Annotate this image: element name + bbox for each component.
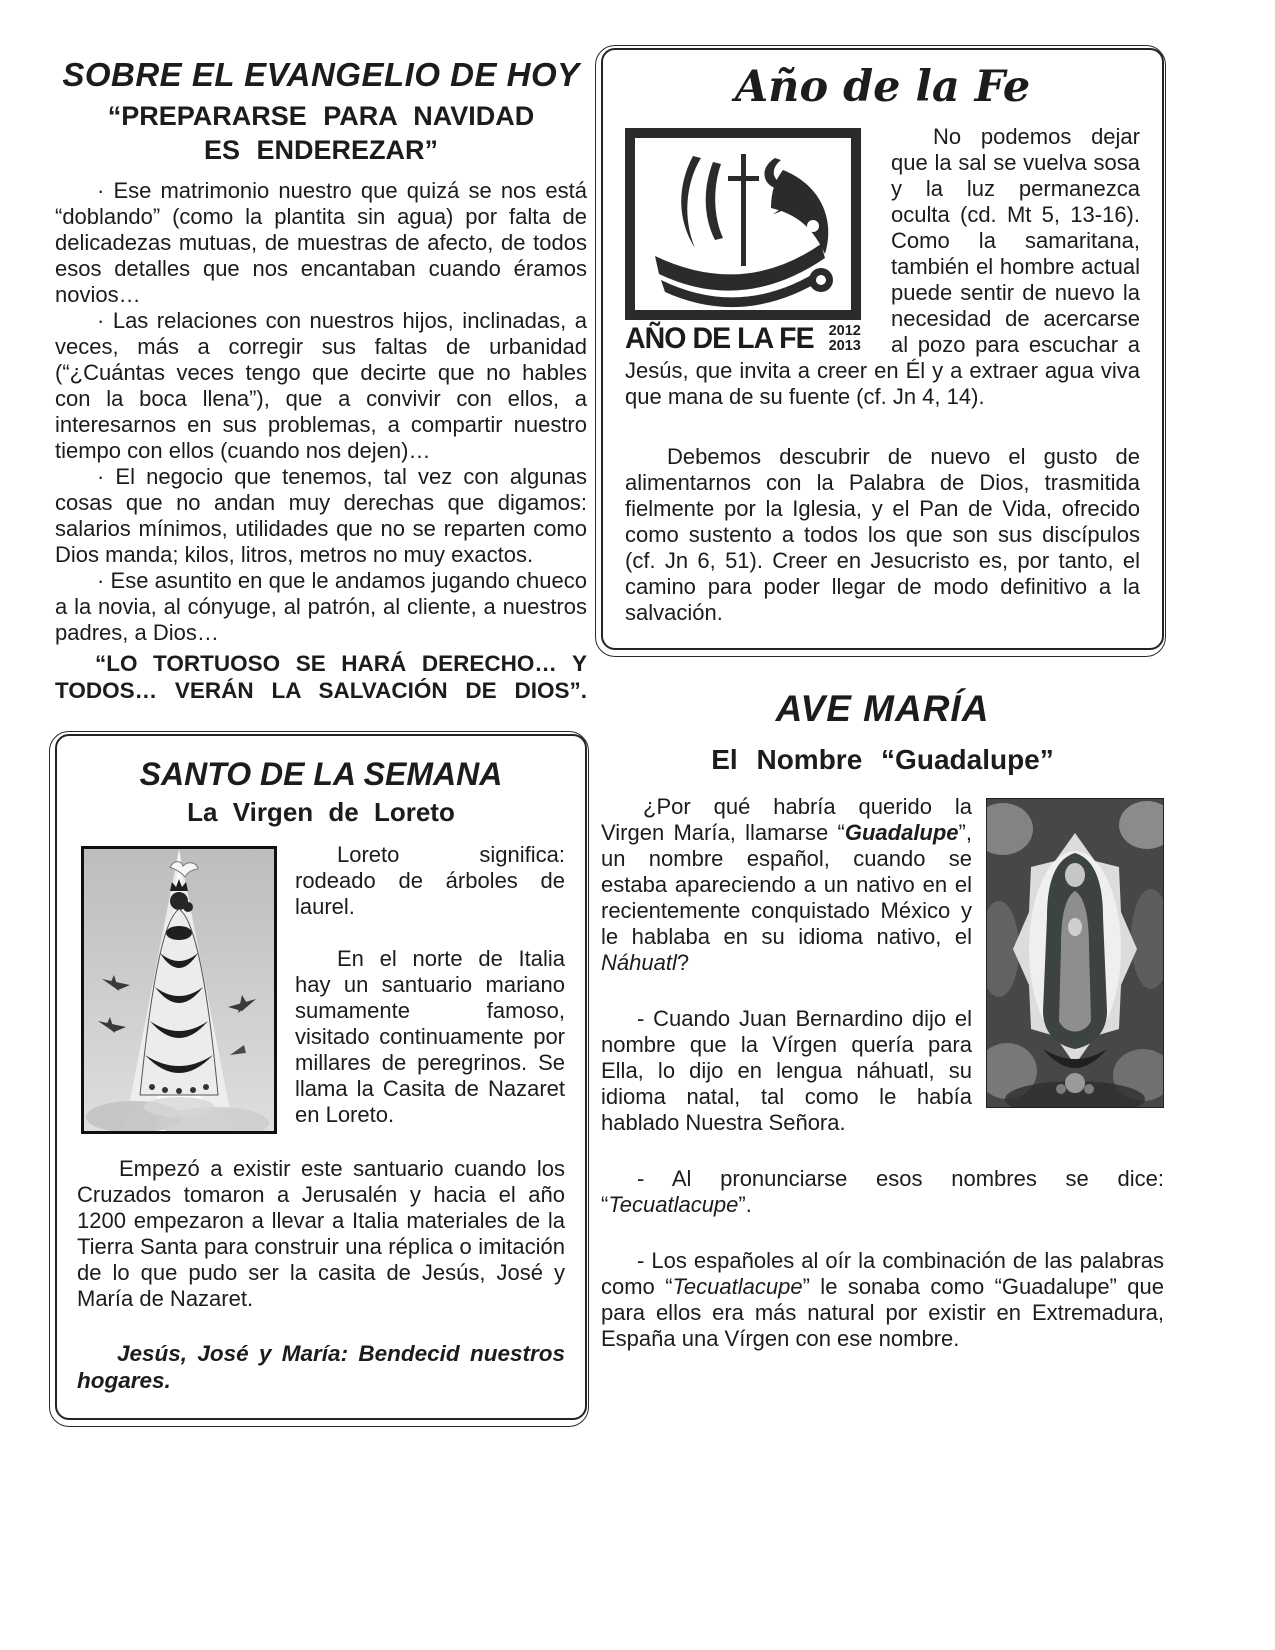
ave-text: ¿Por qué habría querido la Virgen María, llamarse “: [601, 794, 972, 845]
ano-de-la-fe-logo: [625, 128, 877, 354]
ave-paragraph: - Cuando Juan Bernardino dijo el nombre que la Vírgen quería para Ella, lo dijo en lengua náhuatl, su idioma natal, tal como le había hablado Nuestra Señora.: [601, 1006, 972, 1135]
santo-title: SANTO DE LA SEMANA: [139, 755, 503, 792]
gospel-paragraph: · El negocio que tenemos, tal vez con algunas cosas que no andan muy derechas que digamos: salarios mínimos, utilidades que no se reparten como Dios manda; kilos, litros, metros no muy exactos.: [55, 463, 587, 567]
left-column: [55, 56, 587, 1420]
gospel-closing-quote: “LO TORTUOSO SE HARÁ DERECHO… Y TODOS… VERÁN LA SALVACIÓN DE DIOS”.: [55, 650, 587, 703]
fe-paragraph: No podemos dejar que la sal se vuelva sosa y la luz permanezca oculta (cd. Mt 5, 13-16). Como la samaritana, también el hombre actual puede sentir de nuevo la necesidad de acercarse al pozo para escuchar a Jesús, que invita a creer en Él y a extraer agua viva que mana de su fuente (cf. Jn 4, 14).: [625, 124, 1140, 409]
fe-logo-years: [829, 324, 861, 354]
virgen-de-loreto-image: [81, 846, 277, 1134]
ave-tecuatlacupe-word: Tecuatlacupe: [608, 1192, 739, 1217]
gospel-section: [55, 56, 587, 704]
santo-blessing: Jesús, José y María: Bendecid nuestros hogares.: [77, 1340, 565, 1393]
virgen-de-loreto-illustration: [84, 849, 274, 1131]
gospel-paragraph: · Ese matrimonio nuestro que quizá se nos está “doblando” (como la plantita sin agua) por falta de delicadezas mutuas, de muestras de afecto, de todos esos detalles que nos encantaban cuando éramos novios…: [55, 177, 587, 307]
ave-guadalupe-word: Guadalupe: [844, 820, 959, 845]
ave-maria-section: [601, 688, 1164, 1352]
santo-paragraph: En el norte de Italia hay un santuario mariano sumamente famoso, visitado continuamente por millares de peregrinos. Se llama la Casita de Nazaret en Loreto.: [295, 945, 565, 1127]
ave-text: ?: [676, 950, 690, 975]
santo-de-la-semana-box: [55, 734, 587, 1420]
fe-logo-caption-row: [625, 324, 877, 354]
ano-de-la-fe-box: [601, 48, 1164, 650]
ave-maria-title: AVE MARÍA: [775, 688, 990, 729]
virgen-de-guadalupe-image: [986, 798, 1164, 1108]
santo-subtitle: La Virgen de Loreto: [187, 796, 455, 827]
fe-paragraph: Debemos descubrir de nuevo el gusto de alimentarnos con la Palabra de Dios, trasmitida fielmente por la Iglesia, y el Pan de Vida, ofrecido como sustento a todos los que son sus discípulos (cf. Jn 6, 51). Creer en Jesucristo es, por tanto, el camino para poder llegar de modo definitivo a la salvación.: [625, 444, 1140, 625]
ave-text: ”.: [738, 1192, 752, 1217]
right-column: [601, 48, 1164, 1352]
fe-title: Año de la Fe: [734, 62, 1031, 112]
ave-text: ”, un nombre español, cuando se estaba apareciendo a un nativo en el recientemente conquistado México y le hablaba en su idioma nativo, el: [601, 820, 972, 949]
fe-logo-caption: AÑO DE LA FE: [625, 322, 814, 355]
gospel-title: SOBRE EL EVANGELIO DE HOY: [62, 56, 580, 93]
fe-logo-year: 2012: [828, 323, 861, 339]
ave-paragraph: [601, 1248, 1164, 1352]
gospel-paragraph: · Las relaciones con nuestros hijos, inclinadas, a veces, más a corregir sus faltas de urbanidad (“¿Cuántas veces tengo que decirte que no hables con la boca llena”), que a convivir con ellos, a interesarnos en sus problemas, a compartir nuestro tiempo con ellos (cuando nos dejen)…: [55, 307, 587, 463]
gospel-subtitle: “PREPARARSE PARA NAVIDAD ES ENDEREZAR”: [107, 101, 535, 165]
ave-tecuatlacupe-word: Tecuatlacupe: [672, 1274, 803, 1299]
gospel-paragraph: · Ese asuntito en que le andamos jugando chueco a la novia, al cónyuge, al patrón, al cliente, a nuestros padres, a Dios…: [55, 567, 587, 645]
santo-paragraph: Loreto significa: rodeado de árboles de laurel.: [295, 841, 565, 919]
ave-text: - Los españoles al oír la combinación de las palabras como “: [601, 1248, 1164, 1299]
year-of-faith-boat-logo: [625, 128, 861, 320]
santo-paragraph: Empezó a existir este santuario cuando los Cruzados tomaron a Jerusalén y hacia el año 1200 empezaron a llevar a Italia materiales de la Tierra Santa para construir una réplica o imitación de lo que pudo ser la casita de Jesús, José y María de Nazaret.: [77, 1155, 565, 1311]
fe-logo-year: 2013: [828, 338, 861, 355]
virgen-de-guadalupe-painting: [987, 799, 1163, 1107]
ave-text: ” le sonaba como “Guadalupe” que para ellos era más natural por existir en Extremadura, España una Vírgen con ese nombre.: [601, 1274, 1164, 1351]
ave-text: - Al pronunciarse esos nombres se dice: “: [601, 1166, 1164, 1217]
ave-nahuatl-word: Náhuatl: [601, 950, 677, 975]
ave-paragraph: [601, 1166, 1164, 1218]
ave-maria-subtitle: El Nombre “Guadalupe”: [711, 744, 1054, 775]
